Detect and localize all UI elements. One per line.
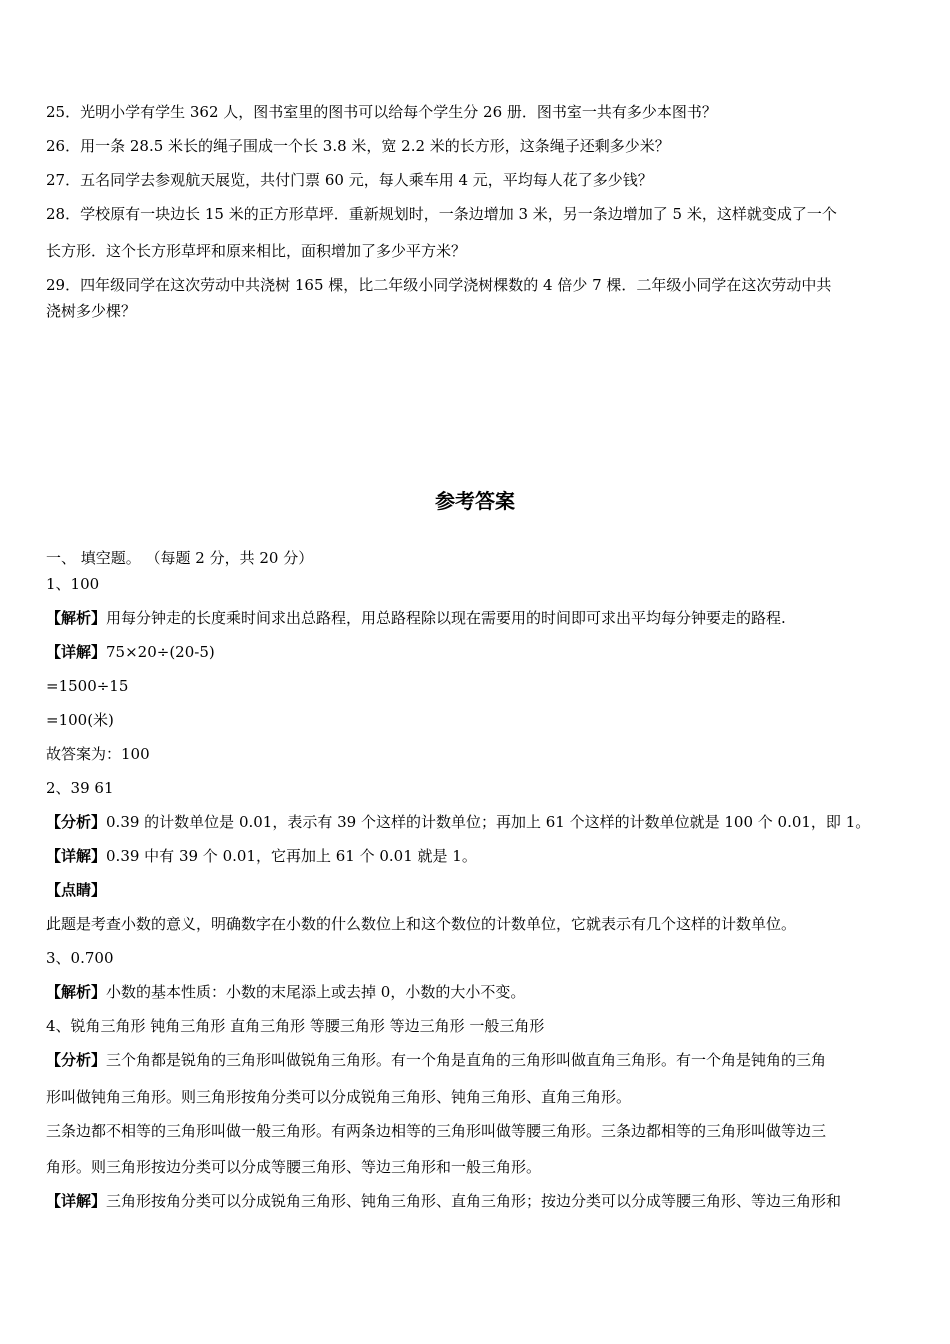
- question-25: 25．光明小学有学生 362 人，图书室里的图书可以给每个学生分 26 册．图书室一共有多少本图书？: [46, 103, 717, 121]
- analysis-text: 用每分钟走的长度乘时间求出总路程，用总路程除以现在需要用的时间即可求出平均每分钟要走的路程.: [106, 609, 786, 627]
- analysis-tag: 【解析】: [46, 983, 107, 1001]
- answer4-analysis-1: [46, 1050, 826, 1070]
- question-28-line2: 长方形．这个长方形草坪和原来相比，面积增加了多少平方米？: [46, 242, 467, 260]
- answer2-detail: [46, 846, 477, 866]
- question-29-line2: 浇树多少棵？: [46, 302, 137, 320]
- analysis-text: 0.39 的计数单位是 0.01，表示有 39 个这样的计数单位；再加上 61 个这样的计数单位就是 100 个 0.01，即 1。: [106, 813, 871, 831]
- detail-text: 75×20÷(20-5): [106, 643, 215, 661]
- answer1-final: 故答案为：100: [46, 745, 150, 763]
- question-29-line1: 29．四年级同学在这次劳动中共浇树 165 棵，比二年级小同学浇树棵数的 4 倍少 7 棵．二年级小同学在这次劳动中共: [46, 276, 832, 294]
- answer1-step1: =1500÷15: [46, 677, 129, 695]
- analysis-tag: 【解析】: [46, 609, 107, 627]
- detail-tag: 【详解】: [46, 1192, 107, 1210]
- answer1-detail: [46, 642, 215, 662]
- answer1-analysis: [46, 608, 786, 628]
- analysis-text: 三个角都是锐角的三角形叫做锐角三角形。有一个角是直角的三角形叫做直角三角形。有一个角是钝角的三角: [106, 1051, 827, 1069]
- answer3-title: 3、0.700: [46, 949, 114, 967]
- answer4-analysis-2: 形叫做钝角三角形。则三角形按角分类可以分成锐角三角形、钝角三角形、直角三角形。: [46, 1088, 632, 1106]
- answer4-detail: [46, 1191, 841, 1211]
- detail-text: 0.39 中有 39 个 0.01，它再加上 61 个 0.01 就是 1。: [106, 847, 477, 865]
- analysis-text: 小数的基本性质：小数的末尾添上或去掉 0，小数的大小不变。: [106, 983, 526, 1001]
- answer4-analysis-4: 角形。则三角形按边分类可以分成等腰三角形、等边三角形和一般三角形。: [46, 1158, 542, 1176]
- question-28-line1: 28．学校原有一块边长 15 米的正方形草坪．重新规划时，一条边增加 3 米，另一条边增加了 5 米，这样就变成了一个: [46, 205, 837, 223]
- section1-heading: 一、 填空题。 （每题 2 分，共 20 分）: [46, 549, 314, 567]
- detail-tag: 【详解】: [46, 643, 107, 661]
- analysis-tag: 【分析】: [46, 813, 107, 831]
- answer4-title: 4、锐角三角形 钝角三角形 直角三角形 等腰三角形 等边三角形 一般三角形: [46, 1017, 545, 1035]
- detail-text: 三角形按角分类可以分成锐角三角形、钝角三角形、直角三角形；按边分类可以分成等腰三角形、等边三角形和: [106, 1192, 842, 1210]
- answer4-analysis-3: 三条边都不相等的三角形叫做一般三角形。有两条边相等的三角形叫做等腰三角形。三条边都相等的三角形叫做等边三: [46, 1122, 827, 1140]
- answer2-comment: 此题是考查小数的意义，明确数字在小数的什么数位上和这个数位的计数单位，它就表示有几个这样的计数单位。: [46, 915, 797, 933]
- answer2-comment-tag: 【点睛】: [46, 881, 107, 899]
- analysis-tag: 【分析】: [46, 1051, 107, 1069]
- answer2-analysis: [46, 812, 870, 832]
- answer2-title: 2、39 61: [46, 779, 114, 797]
- detail-tag: 【详解】: [46, 847, 107, 865]
- answer1-step2: =100(米): [46, 711, 114, 729]
- answers-heading: 参考答案: [435, 489, 515, 513]
- answer3-analysis: [46, 982, 525, 1002]
- question-27: 27．五名同学去参观航天展览，共付门票 60 元，每人乘车用 4 元，平均每人花了多少钱？: [46, 171, 653, 189]
- question-26: 26．用一条 28.5 米长的绳子围成一个长 3.8 米，宽 2.2 米的长方形，这条绳子还剩多少米？: [46, 137, 670, 155]
- answer1-title: 1、100: [46, 575, 100, 593]
